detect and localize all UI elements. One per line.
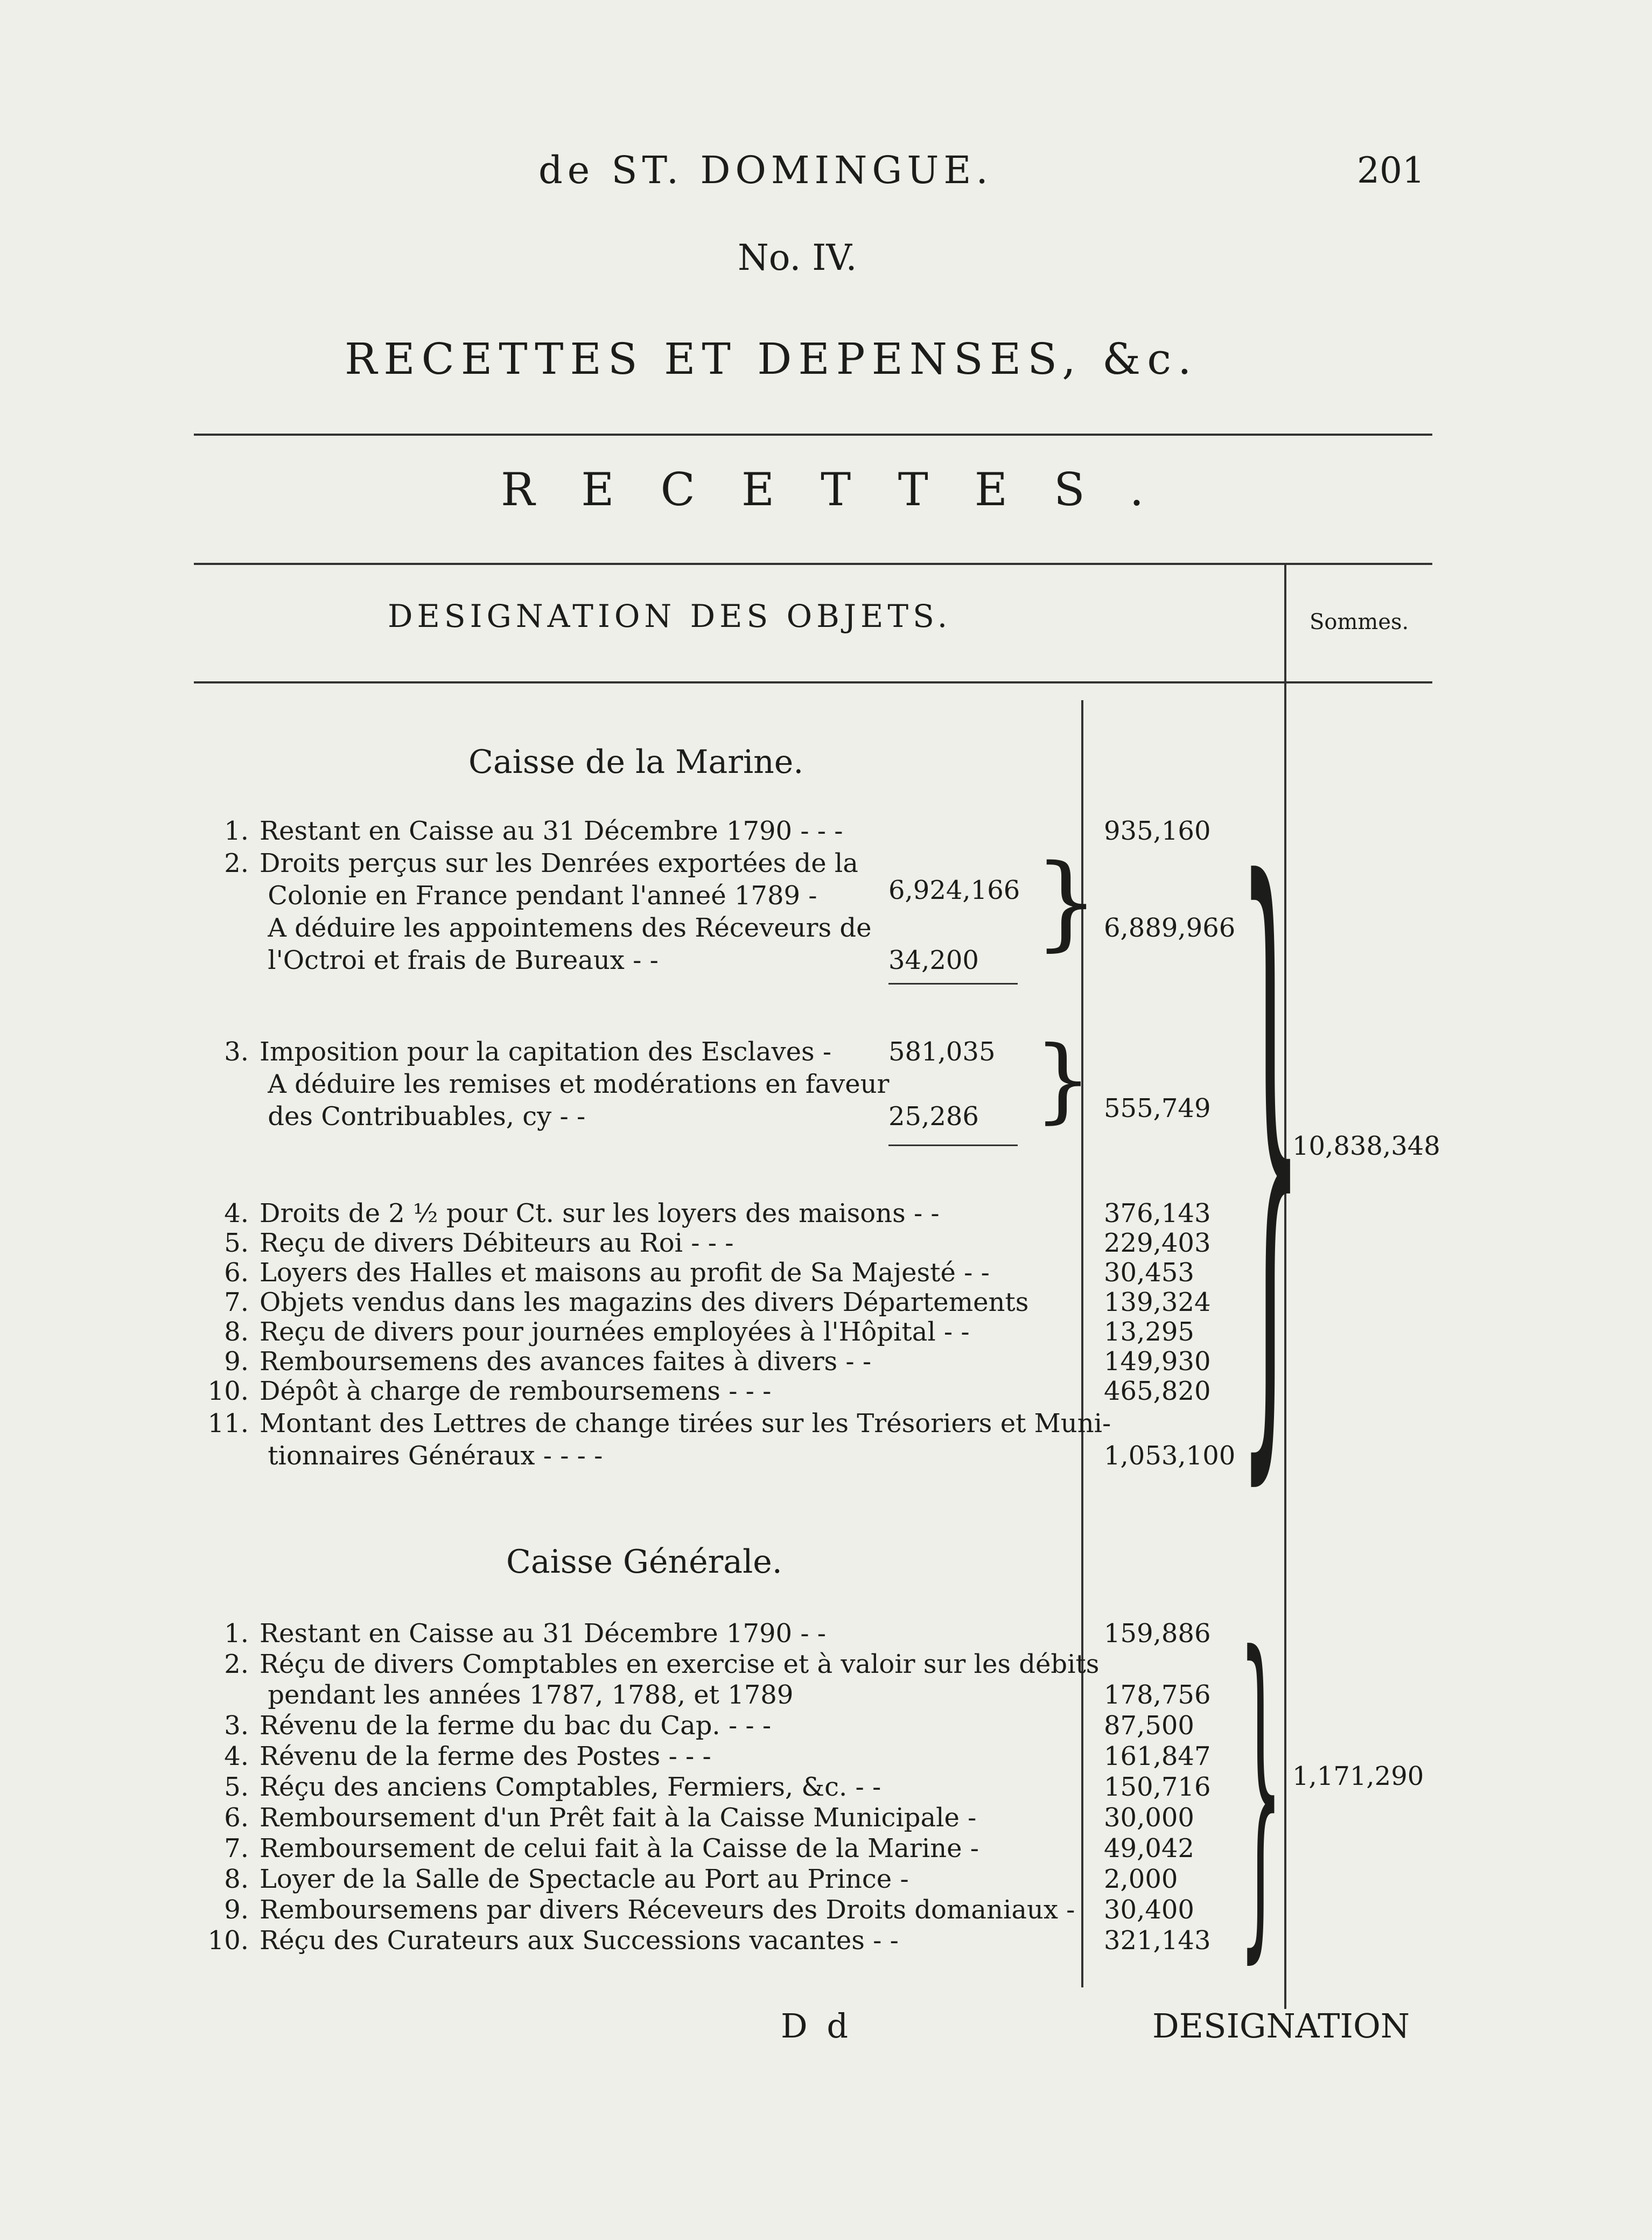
amount: 30,400 bbox=[1104, 1895, 1194, 1925]
amount-gross: 581,035 bbox=[888, 1037, 996, 1067]
list-item: 7. Objets vendus dans les magazins des divers Départements bbox=[224, 1287, 1029, 1317]
amount: 935,160 bbox=[1104, 816, 1211, 846]
amount-deduction: 34,200 bbox=[888, 945, 979, 975]
list-item: 10. Dépôt à charge de remboursemens - - - bbox=[207, 1376, 772, 1406]
list-item: des Contribuables, cy - - bbox=[260, 1101, 586, 1132]
list-item: 4. Droits de 2 ½ pour Ct. sur les loyers des maisons - - bbox=[224, 1198, 940, 1229]
subtotal-rule bbox=[888, 983, 1018, 985]
amount: 159,886 bbox=[1104, 1618, 1211, 1649]
amount-net: 555,749 bbox=[1104, 1093, 1211, 1124]
section-rule bbox=[194, 563, 1432, 565]
list-item: A déduire les appointemens des Réceveurs de bbox=[260, 913, 872, 943]
heading-caisse-generale: Caisse Générale. bbox=[506, 1543, 782, 1581]
amount: 1,053,100 bbox=[1104, 1441, 1236, 1471]
amount: 30,000 bbox=[1104, 1803, 1194, 1833]
list-item: 9. Remboursemens par divers Réceveurs des Droits domaniaux - bbox=[224, 1895, 1075, 1925]
list-item: Colonie en France pendant l'anneé 1789 - bbox=[260, 881, 817, 911]
amount: 465,820 bbox=[1104, 1376, 1211, 1406]
list-item: 6. Loyers des Halles et maisons au profit de Sa Majesté - - bbox=[224, 1258, 990, 1288]
list-item: 1. Restant en Caisse au 31 Décembre 1790 - - bbox=[224, 1618, 827, 1649]
list-item: l'Octroi et frais de Bureaux - - bbox=[260, 945, 659, 975]
list-item: 8. Reçu de divers pour journées employées à l'Hôpital - - bbox=[224, 1317, 970, 1347]
list-item: 9. Remboursemens des avances faites à divers - - bbox=[224, 1346, 872, 1377]
list-item: 5. Réçu des anciens Comptables, Fermiers, &c. - - bbox=[224, 1772, 881, 1802]
list-item: 6. Remboursement d'un Prêt fait à la Caisse Municipale - bbox=[224, 1803, 977, 1833]
amount: 149,930 bbox=[1104, 1346, 1211, 1377]
section-title: RECETTES. bbox=[501, 463, 1191, 516]
amount: 49,042 bbox=[1104, 1833, 1194, 1864]
total-amount: 10,838,348 bbox=[1292, 1131, 1440, 1161]
total-amount: 1,171,290 bbox=[1292, 1761, 1424, 1791]
list-item: 10. Réçu des Curateurs aux Successions vacantes - - bbox=[207, 1925, 899, 1956]
amount: 139,324 bbox=[1104, 1287, 1211, 1317]
amount: 13,295 bbox=[1104, 1317, 1194, 1347]
list-item: 2. Réçu de divers Comptables en exercise et à valoir sur les débits bbox=[224, 1649, 1100, 1679]
running-head: de ST. DOMINGUE. bbox=[538, 148, 993, 192]
total-brace: } bbox=[1238, 1585, 1283, 1992]
list-item: 1. Restant en Caisse au 31 Décembre 1790 - - - bbox=[224, 816, 843, 846]
catchword: DESIGNATION bbox=[1152, 2006, 1410, 2046]
amount: 178,756 bbox=[1104, 1680, 1211, 1710]
brace: } bbox=[1034, 842, 1099, 961]
amount-gross: 6,924,166 bbox=[888, 875, 1020, 905]
list-item: 3. Révenu de la ferme du bac du Cap. - - - bbox=[224, 1711, 772, 1741]
list-item: 3. Imposition pour la capitation des Esclaves - bbox=[224, 1037, 832, 1067]
title-rule bbox=[194, 434, 1432, 436]
list-item: tionnaires Généraux - - - - bbox=[260, 1441, 603, 1471]
list-item: 8. Loyer de la Salle de Spectacle au Port au Prince - bbox=[224, 1864, 909, 1894]
heading-caisse-marine: Caisse de la Marine. bbox=[468, 743, 804, 781]
amount: 376,143 bbox=[1104, 1198, 1211, 1229]
list-item: 7. Remboursement de celui fait à la Caisse de la Marine - bbox=[224, 1833, 979, 1864]
list-item: pendant les années 1787, 1788, et 1789 bbox=[260, 1680, 794, 1710]
signature-mark: D d bbox=[781, 2006, 853, 2046]
amount: 161,847 bbox=[1104, 1741, 1211, 1771]
subtotal-rule bbox=[888, 1145, 1018, 1146]
page-number: 201 bbox=[1357, 150, 1425, 191]
table-number: No. IV. bbox=[738, 237, 857, 278]
page-title: RECETTES ET DEPENSES, &c. bbox=[345, 334, 1198, 384]
total-brace: } bbox=[1238, 752, 1303, 1536]
amount: 321,143 bbox=[1104, 1925, 1211, 1956]
brace: } bbox=[1034, 1027, 1093, 1133]
list-item: A déduire les remises et modérations en faveur bbox=[260, 1069, 890, 1099]
amount: 2,000 bbox=[1104, 1864, 1178, 1894]
column-header-designation: DESIGNATION DES OBJETS. bbox=[388, 598, 952, 634]
amount-net: 6,889,966 bbox=[1104, 913, 1236, 943]
list-item: 4. Révenu de la ferme des Postes - - - bbox=[224, 1741, 711, 1771]
list-item: 5. Reçu de divers Débiteurs au Roi - - - bbox=[224, 1228, 734, 1258]
column-header-sommes: Sommes. bbox=[1310, 610, 1409, 634]
amount: 229,403 bbox=[1104, 1228, 1211, 1258]
amount: 150,716 bbox=[1104, 1772, 1211, 1802]
list-item: 2. Droits perçus sur les Denrées exportées de la bbox=[224, 848, 858, 878]
header-rule bbox=[194, 681, 1432, 683]
list-item: 11. Montant des Lettres de change tirées sur les Trésoriers et Muni- bbox=[207, 1408, 1111, 1439]
amount-deduction: 25,286 bbox=[888, 1101, 979, 1132]
amount: 87,500 bbox=[1104, 1711, 1194, 1741]
amount: 30,453 bbox=[1104, 1258, 1194, 1288]
